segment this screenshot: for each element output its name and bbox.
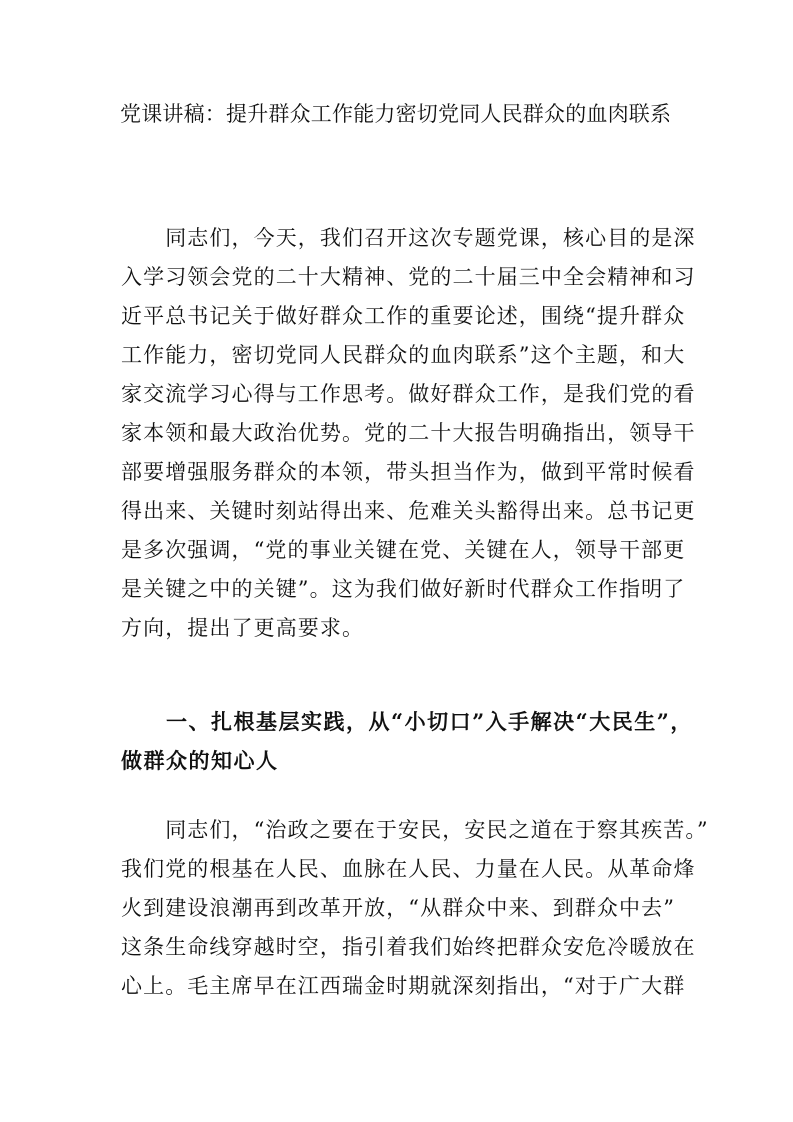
text-line: 入学习领会党的二十大精神、党的二十届三中全会精神和习 xyxy=(121,265,696,289)
text-line: 心上。毛主席早在江西瑞金时期就深刻指出，“对于广大群 xyxy=(121,974,686,998)
text-line: 我们党的根基在人民、血脉在人民、力量在人民。从革命烽 xyxy=(121,857,696,881)
text-line: 家本领和最大政治优势。党的二十大报告明确指出，领导干 xyxy=(121,421,696,445)
text-line: 是关键之中的关键”。这为我们做好新时代群众工作指明了 xyxy=(121,577,686,601)
text-line: 是多次强调，“党的事业关键在党、关键在人，领导干部更 xyxy=(121,538,686,562)
text-line: 这条生命线穿越时空，指引着我们始终把群众安危冷暖放在 xyxy=(121,935,696,959)
heading-line: 做群众的知心人 xyxy=(121,748,279,773)
paragraph-intro xyxy=(121,219,696,648)
paragraph-section-1 xyxy=(121,811,709,1006)
text-line: 部要增强服务群众的本领，带头担当作为，做到平常时候看 xyxy=(121,460,696,484)
text-line: 工作能力，密切党同人民群众的血肉联系”这个主题，和大 xyxy=(121,343,686,367)
section-heading-1 xyxy=(121,702,693,780)
text-line: 家交流学习心得与工作思考。做好群众工作，是我们党的看 xyxy=(121,382,696,406)
heading-line: 一、扎根基层实践，从“小切口”入手解决“大民生”， xyxy=(121,709,693,734)
text-line: 同志们，“治政之要在于安民，安民之道在于察其疾苦。” xyxy=(121,818,709,842)
text-line: 方向，提出了更高要求。 xyxy=(121,616,365,640)
text-line: 得出来、关键时刻站得出来、危难关头豁得出来。总书记更 xyxy=(121,499,696,523)
text-line: 近平总书记关于做好群众工作的重要论述，围绕“提升群众 xyxy=(121,304,686,328)
text-line: 同志们，今天，我们召开这次专题党课，核心目的是深 xyxy=(121,226,696,250)
document-title: 党课讲稿：提升群众工作能力密切党同人民群众的血肉联系 xyxy=(120,102,672,126)
text-line: 火到建设浪潮再到改革开放，“从群众中来、到群众中去” xyxy=(121,896,676,920)
